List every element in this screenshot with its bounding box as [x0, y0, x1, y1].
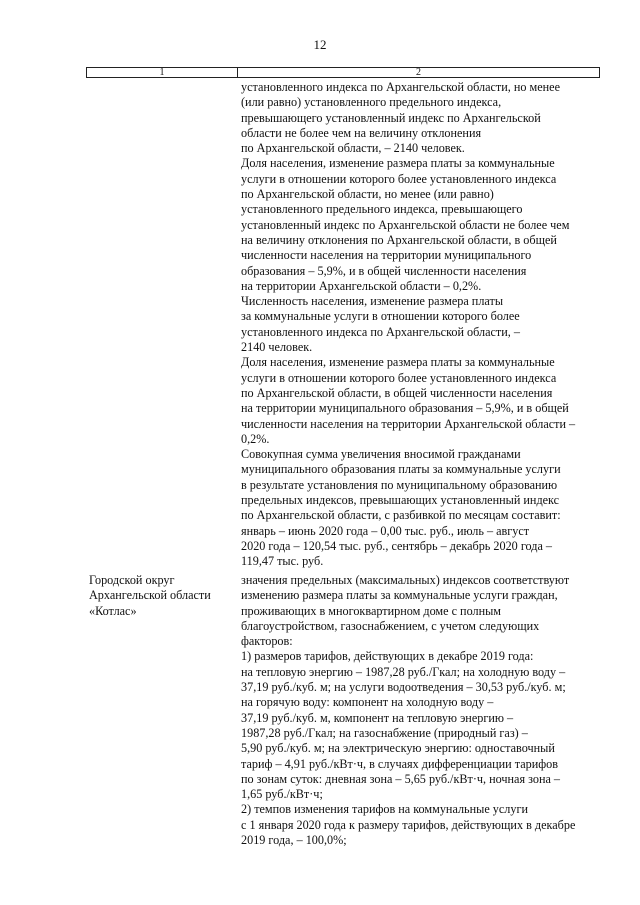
text-line: Доля населения, изменение размера платы за коммунальные — [241, 156, 555, 171]
text-line: 2020 года – 120,54 тыс. руб., сентябрь – декабрь 2020 года – — [241, 538, 553, 553]
municipality-line: «Котлас» — [89, 603, 137, 618]
text-line: январь – июнь 2020 года – 0,00 тыс. руб., июль – август — [241, 523, 530, 538]
text-line: услуги в отношении которого более установленного индекса — [241, 171, 557, 186]
text-line: на горячую воду: компонент на холодную воду – — [241, 695, 494, 710]
text-line: 1) размеров тарифов, действующих в декабре 2019 года: — [241, 649, 534, 664]
column-header-1: 1 — [87, 68, 238, 77]
text-line: предельных индексов, превышающих установленный индекс — [241, 493, 560, 508]
text-line: по зонам суток: дневная зона – 5,65 руб./кВт·ч, ночная зона – — [241, 771, 561, 786]
text-line: проживающих в многоквартирном доме с полным — [241, 603, 502, 618]
text-line: 37,19 руб./куб. м; на услуги водоотведения – 30,53 руб./куб. м; — [241, 680, 566, 695]
text-line: по Архангельской области, в общей численности населения — [241, 385, 553, 400]
text-line: области не более чем на величину отклонения — [241, 125, 482, 140]
page-number: 12 — [313, 37, 327, 52]
text-line: на территории муниципального образования – 5,9%, и в общей — [241, 401, 569, 416]
text-line: в результате установления по муниципальному образованию — [241, 477, 558, 492]
text-line: значения предельных (максимальных) индексов соответствуют — [241, 573, 570, 587]
text-line: установленного предельного индекса, превышающего — [241, 202, 523, 217]
text-line: установленный индекс по Архангельской области не более чем — [241, 217, 570, 232]
text-line: 2019 года, – 100,0%; — [241, 833, 347, 848]
text-line: за коммунальные услуги в отношении которого более — [241, 309, 520, 324]
row2-municipality-name — [89, 573, 239, 619]
text-line: превышающего установленный индекс по Архангельской — [241, 110, 541, 125]
text-line: установленного индекса по Архангельской области, но менее — [241, 80, 560, 94]
text-line: 1987,28 руб./Гкал; на газоснабжение (природный газ) – — [241, 725, 528, 740]
text-line: установленного индекса по Архангельской области, – — [241, 324, 520, 339]
text-line: Совокупная сумма увеличения вносимой гражданами — [241, 447, 521, 462]
text-line: Доля населения, изменение размера платы за коммунальные — [241, 355, 555, 370]
municipality-line: Городской округ — [89, 573, 175, 587]
text-line: изменению размера платы за коммунальные услуги граждан, — [241, 588, 558, 603]
text-line: факторов: — [241, 634, 293, 649]
text-line: численности населения на территории муниципального — [241, 248, 532, 263]
text-line: по Архангельской области, – 2140 человек. — [241, 141, 465, 156]
text-line: с 1 января 2020 года к размеру тарифов, действующих в декабре — [241, 817, 576, 832]
text-line: благоустройством, газоснабжением, с учетом следующих — [241, 618, 540, 633]
municipality-line: Архангельской области — [89, 588, 211, 603]
text-line: на величину отклонения по Архангельской области, в общей — [241, 232, 557, 247]
text-line: по Архангельской области, с разбивкой по месяцам составит: — [241, 508, 561, 523]
column-header-2: 2 — [416, 67, 421, 78]
text-line: Численность населения, изменение размера платы — [241, 294, 504, 309]
text-line: тариф – 4,91 руб./кВт·ч, в случаях дифференциации тарифов — [241, 756, 558, 771]
row2-description — [241, 573, 606, 848]
text-line: численности населения на территории Архангельской области – — [241, 416, 576, 431]
table-column-header-row — [86, 67, 600, 78]
text-line: 119,47 тыс. руб. — [241, 554, 324, 569]
text-line: 2140 человек. — [241, 340, 313, 355]
text-line: 2) темпов изменения тарифов на коммунальные услуги — [241, 802, 528, 817]
text-line: 0,2%. — [241, 431, 270, 446]
text-line: по Архангельской области, но менее (или равно) — [241, 187, 494, 202]
text-line: муниципального образования платы за коммунальные услуги — [241, 462, 561, 477]
row1-description — [241, 80, 606, 570]
text-line: услуги в отношении которого более установленного индекса — [241, 370, 557, 385]
text-line: на тепловую энергию – 1987,28 руб./Гкал; на холодную воду – — [241, 664, 566, 679]
text-line: (или равно) установленного предельного индекса, — [241, 95, 502, 110]
text-line: образования – 5,9%, и в общей численности населения — [241, 263, 527, 278]
text-line: 5,90 руб./куб. м; на электрическую энергию: одноставочный — [241, 741, 555, 756]
text-line: 37,19 руб./куб. м, компонент на тепловую энергию – — [241, 710, 514, 725]
text-line: 1,65 руб./кВт·ч; — [241, 787, 323, 802]
text-line: на территории Архангельской области – 0,2%. — [241, 278, 482, 293]
